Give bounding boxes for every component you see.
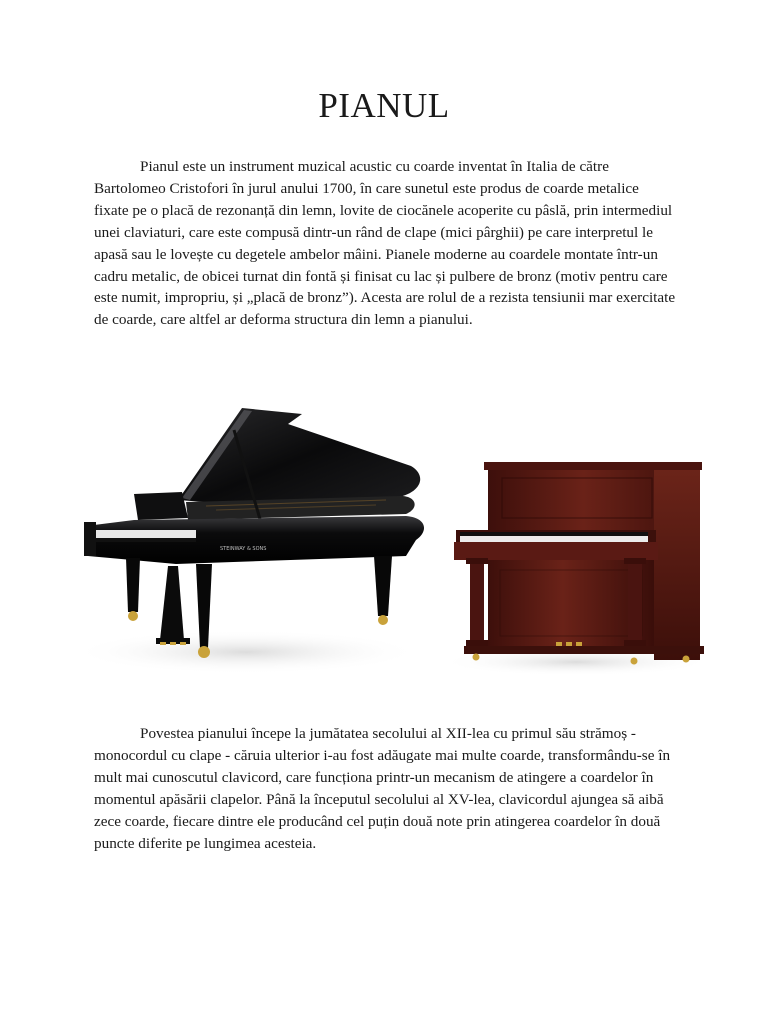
pianos-photo <box>56 380 732 710</box>
paragraph-history: Povestea pianului începe la jumătatea secolului al XII-lea cu primul său strămoș - monocordul cu clape - căruia ulterior i-au fost adăugate mai multe coarde, transformându-se în mult mai cunoscutul clavicord, care funcționa printr-un mecanism de atingere a coardelor în momentul apăsării clapelor. Până la începutul secolului al XV-lea, clavicordul ajungea să aibă zece coarde, fiecare dintre ele producând cel puțin două note prin atingerea coardelor în două puncte diferite pe lungimea acesteia. <box>94 725 671 852</box>
page-title: PIANUL <box>318 86 450 125</box>
upright-piano <box>441 462 711 676</box>
grand-brand-label: STEINWAY & SONS <box>220 546 267 552</box>
grand-piano <box>71 408 424 674</box>
paragraph-intro: Pianul este un instrument muzical acustic cu coarde inventat în Italia de către Bartolomeo Cristofori în jurul anului 1700, în care sunetul este produs de coarde metalice fixate pe o placă de rezonanță din lemn, lovite de ciocănele acoperite cu pâslă, prin intermediul unei claviaturi, care este compusă dintr-un rând de clape (mici pârghii) pe care interpretul le apasă sau le lovește cu degetele ambelor mâini. Pianele moderne au coardele montate într-un cadru metalic, de obicei turnat din fontă și finisat cu lac și pulbere de bronz (motiv pentru care este numit, impropriu, și „placă de bronz”). Acesta are rolul de a rezista tensiunii mar exercitate de coarde, care altfel ar deforma structura din lemn a pianului. <box>94 158 676 329</box>
